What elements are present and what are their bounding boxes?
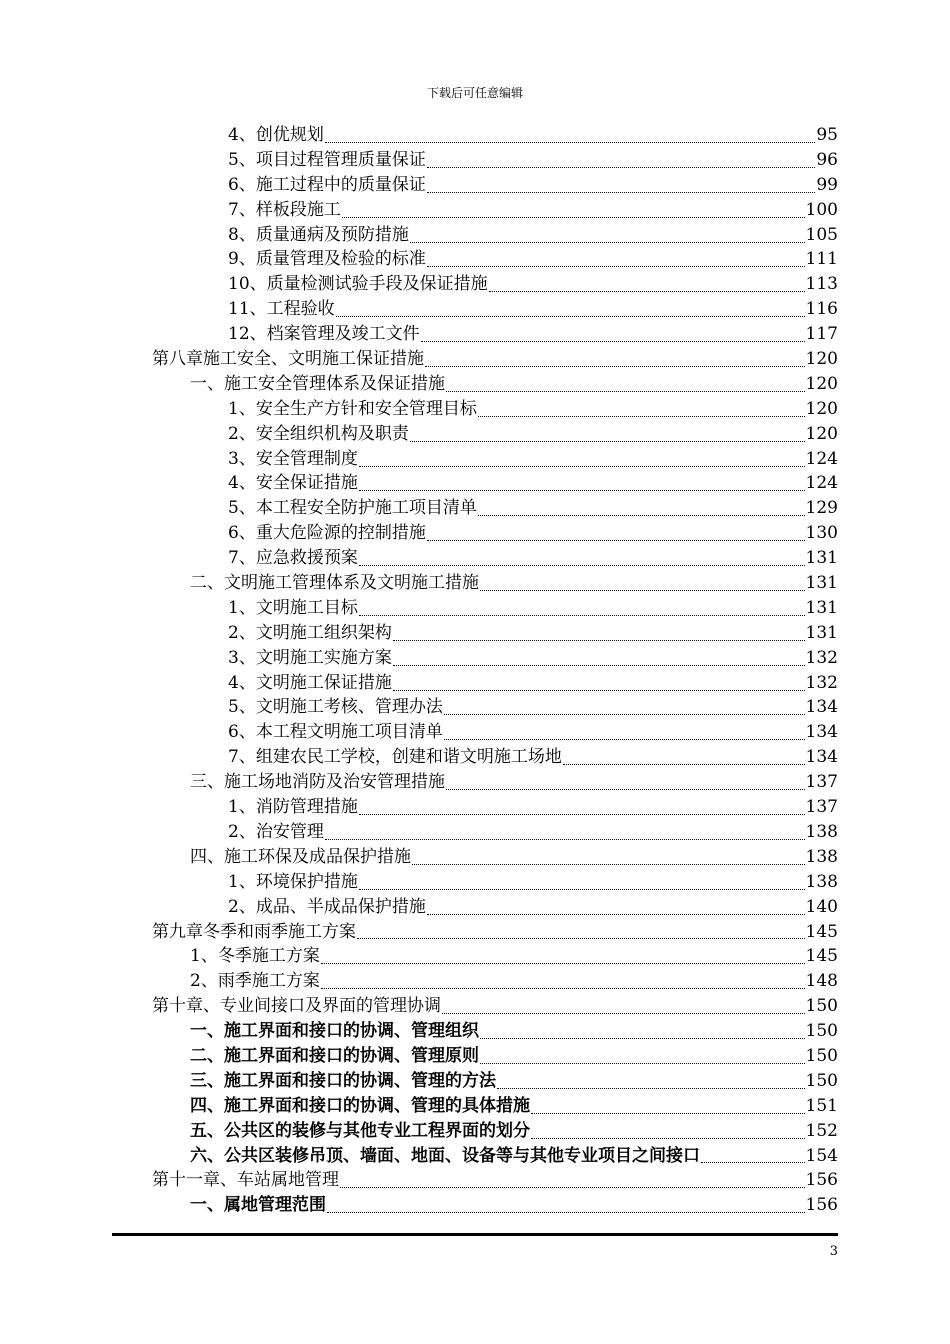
toc-entry[interactable] (152, 173, 838, 198)
toc-entry[interactable] (152, 123, 838, 148)
toc-leader-dots (336, 316, 805, 317)
toc-entry[interactable] (152, 1168, 838, 1193)
toc-entry-page: 145 (805, 946, 838, 967)
toc-leader-dots (478, 515, 805, 516)
toc-leader-dots (327, 1212, 805, 1213)
toc-entry-page: 120 (805, 349, 838, 370)
toc-entry-title: 7、样板段施工 (228, 199, 341, 220)
toc-entry[interactable] (152, 347, 838, 372)
toc-leader-dots (480, 1038, 805, 1039)
toc-entry-title: 4、创优规划 (228, 125, 324, 145)
toc-entry-page: 152 (805, 1120, 838, 1141)
toc-entry[interactable] (152, 820, 838, 845)
toc-leader-dots (325, 142, 816, 143)
toc-entry-page: 120 (805, 423, 838, 444)
toc-entry-page: 151 (805, 1095, 838, 1116)
toc-entry[interactable] (152, 297, 838, 322)
toc-leader-dots (359, 565, 805, 566)
toc-leader-dots (446, 789, 805, 790)
toc-entry[interactable] (152, 471, 838, 496)
toc-entry-page: 113 (805, 274, 838, 295)
toc-entry[interactable] (152, 745, 838, 770)
toc-leader-dots (442, 1013, 805, 1014)
toc-leader-dots (427, 266, 805, 267)
toc-entry-title: 2、成品、半成品保护措施 (228, 896, 426, 917)
toc-entry-page: 117 (805, 324, 838, 345)
toc-entry-title: 三、施工场地消防及治安管理措施 (190, 772, 445, 793)
toc-entry-title: 8、质量通病及预防措施 (228, 224, 409, 245)
toc-entry-page: 120 (805, 398, 838, 419)
toc-leader-dots (446, 391, 805, 392)
toc-entry-title: 6、重大危险源的控制措施 (228, 523, 426, 544)
toc-leader-dots (427, 167, 816, 168)
toc-entry-title: 二、文明施工管理体系及文明施工措施 (190, 573, 479, 594)
toc-leader-dots (412, 864, 805, 865)
toc-entry-page: 138 (805, 871, 838, 892)
toc-entry-title: 5、项目过程管理质量保证 (228, 149, 426, 170)
toc-entry-page: 95 (816, 125, 838, 145)
toc-entry-title: 3、文明施工实施方案 (228, 647, 392, 668)
toc-entry[interactable] (152, 671, 838, 696)
toc-entry-page: 99 (816, 174, 838, 195)
toc-leader-dots (497, 1088, 805, 1089)
toc-leader-dots (359, 466, 805, 467)
toc-entry[interactable] (152, 422, 838, 447)
toc-entry-title: 一、施工安全管理体系及保证措施 (190, 373, 445, 394)
toc-entry-title: 7、组建农民工学校，创建和谐文明施工场地 (228, 747, 562, 768)
toc-entry-title: 4、文明施工保证措施 (228, 672, 392, 693)
toc-leader-dots (478, 416, 805, 417)
toc-entry-title: 5、本工程安全防护施工项目清单 (228, 498, 477, 519)
toc-leader-dots (359, 615, 805, 616)
toc-entry[interactable] (152, 795, 838, 820)
toc-entry-title: 四、施工环保及成品保护措施 (190, 846, 411, 867)
toc-leader-dots (421, 341, 805, 342)
toc-leader-dots (410, 242, 805, 243)
toc-entry-title: 4、安全保证措施 (228, 473, 358, 494)
toc-entry-page: 111 (805, 249, 838, 270)
toc-entry[interactable] (152, 496, 838, 521)
toc-entry-title: 1、文明施工目标 (228, 597, 358, 618)
toc-entry-title: 1、环境保护措施 (228, 871, 358, 892)
toc-entry[interactable] (152, 1119, 838, 1144)
toc-entry-page: 131 (805, 548, 838, 569)
toc-entry[interactable] (152, 571, 838, 596)
toc-entry[interactable] (152, 1069, 838, 1094)
toc-leader-dots (531, 1113, 805, 1114)
toc-entry-title: 10、质量检测试验手段及保证措施 (228, 274, 488, 295)
toc-entry-title: 1、安全生产方针和安全管理目标 (228, 398, 477, 419)
toc-leader-dots (480, 590, 805, 591)
toc-entry-title: 6、本工程文明施工项目清单 (228, 722, 443, 743)
toc-entry-page: 134 (805, 697, 838, 718)
toc-leader-dots (393, 640, 805, 641)
toc-entry-page: 132 (805, 672, 838, 693)
toc-entry-title: 2、雨季施工方案 (190, 971, 320, 992)
toc-entry-page: 105 (805, 224, 838, 245)
toc-entry-title: 第十章、专业间接口及界面的管理协调 (152, 996, 441, 1017)
toc-entry-page: 131 (805, 622, 838, 643)
toc-entry[interactable] (152, 447, 838, 472)
toc-leader-dots (321, 963, 805, 964)
toc-entry-page: 132 (805, 647, 838, 668)
toc-entry-title: 5、文明施工考核、管理办法 (228, 697, 443, 718)
toc-entry-page: 131 (805, 573, 838, 594)
toc-entry-page: 134 (805, 722, 838, 743)
toc-leader-dots (410, 441, 805, 442)
toc-entry[interactable] (152, 1144, 838, 1169)
toc-entry-title: 7、应急救援预案 (228, 548, 358, 569)
toc-entry-page: 100 (805, 199, 838, 220)
toc-entry-page: 150 (805, 1021, 838, 1042)
toc-entry[interactable] (152, 920, 838, 945)
toc-entry[interactable] (152, 770, 838, 795)
toc-leader-dots (444, 739, 805, 740)
toc-entry[interactable] (152, 223, 838, 248)
toc-entry-title: 六、公共区装修吊顶、墙面、地面、设备等与其他专业项目之间接口 (190, 1145, 700, 1166)
toc-entry-title: 11、工程验收 (228, 299, 335, 320)
toc-entry-page: 124 (805, 473, 838, 494)
toc-entry[interactable] (152, 247, 838, 272)
toc-leader-dots (357, 938, 805, 939)
toc-entry-page: 150 (805, 1070, 838, 1091)
toc-leader-dots (325, 839, 805, 840)
toc-entry[interactable] (152, 1044, 838, 1069)
toc-entry-page: 150 (805, 996, 838, 1017)
toc-leader-dots (531, 1138, 805, 1139)
toc-entry-title: 3、安全管理制度 (228, 448, 358, 469)
toc-entry[interactable] (152, 596, 838, 621)
toc-entry-title: 二、施工界面和接口的协调、管理原则 (190, 1045, 479, 1066)
toc-entry-page: 130 (805, 523, 838, 544)
toc-entry-title: 6、施工过程中的质量保证 (228, 174, 426, 195)
toc-entry-page: 150 (805, 1045, 838, 1066)
toc-entry-title: 第八章施工安全、文明施工保证措施 (152, 349, 424, 370)
toc-entry[interactable] (152, 870, 838, 895)
page-number: 3 (829, 1244, 838, 1259)
toc-entry-page: 116 (805, 299, 838, 320)
toc-entry[interactable] (152, 1019, 838, 1044)
toc-leader-dots (359, 490, 805, 491)
toc-entry-title: 五、公共区的装修与其他专业工程界面的划分 (190, 1120, 530, 1141)
toc-entry-title: 第十一章、车站属地管理 (152, 1170, 339, 1191)
toc-entry[interactable] (152, 720, 838, 745)
toc-entry-page: 138 (805, 846, 838, 867)
toc-entry[interactable] (152, 969, 838, 994)
toc-entry-title: 2、文明施工组织架构 (228, 622, 392, 643)
footer-rule (112, 1233, 838, 1236)
toc-leader-dots (359, 814, 805, 815)
toc-entry-page: 137 (805, 772, 838, 793)
toc-leader-dots (480, 1063, 805, 1064)
toc-entry-title: 9、质量管理及检验的标准 (228, 249, 426, 270)
toc-entry-page: 148 (805, 971, 838, 992)
toc-entry[interactable] (152, 372, 838, 397)
toc-entry-title: 1、冬季施工方案 (190, 946, 320, 967)
table-of-contents (152, 123, 838, 1218)
toc-entry-page: 137 (805, 797, 838, 818)
toc-entry[interactable] (152, 148, 838, 173)
toc-leader-dots (427, 540, 805, 541)
toc-entry-page: 120 (805, 373, 838, 394)
toc-entry-page: 129 (805, 498, 838, 519)
toc-entry[interactable] (152, 1094, 838, 1119)
toc-leader-dots (701, 1162, 805, 1163)
toc-entry[interactable] (152, 646, 838, 671)
toc-leader-dots (427, 914, 805, 915)
toc-entry-page: 140 (805, 896, 838, 917)
toc-entry-title: 一、施工界面和接口的协调、管理组织 (190, 1021, 479, 1042)
toc-leader-dots (563, 764, 805, 765)
toc-entry[interactable] (152, 845, 838, 870)
toc-leader-dots (321, 988, 805, 989)
toc-leader-dots (393, 690, 805, 691)
toc-entry[interactable] (152, 272, 838, 297)
toc-leader-dots (427, 192, 816, 193)
toc-leader-dots (425, 366, 805, 367)
toc-entry-title: 四、施工界面和接口的协调、管理的具体措施 (190, 1095, 530, 1116)
toc-entry[interactable] (152, 397, 838, 422)
toc-leader-dots (359, 889, 805, 890)
toc-entry-title: 2、安全组织机构及职责 (228, 423, 409, 444)
toc-entry[interactable] (152, 198, 838, 223)
toc-leader-dots (342, 217, 805, 218)
toc-entry-page: 124 (805, 448, 838, 469)
toc-entry-page: 145 (805, 921, 838, 942)
toc-entry-page: 156 (805, 1170, 838, 1191)
toc-entry[interactable] (152, 994, 838, 1019)
toc-entry-page: 134 (805, 747, 838, 768)
toc-entry[interactable] (152, 895, 838, 920)
toc-leader-dots (393, 665, 805, 666)
toc-entry[interactable] (152, 695, 838, 720)
toc-entry-title: 第九章冬季和雨季施工方案 (152, 921, 356, 942)
toc-entry-page: 156 (805, 1195, 838, 1216)
toc-leader-dots (444, 714, 805, 715)
toc-entry-title: 一、属地管理范围 (190, 1195, 326, 1216)
toc-entry[interactable] (152, 546, 838, 571)
toc-entry-page: 96 (816, 149, 838, 170)
toc-entry-title: 2、治安管理 (228, 821, 324, 842)
toc-entry-page: 131 (805, 597, 838, 618)
toc-entry-title: 三、施工界面和接口的协调、管理的方法 (190, 1070, 496, 1091)
toc-leader-dots (489, 291, 805, 292)
toc-entry-title: 1、消防管理措施 (228, 797, 358, 818)
toc-entry-title: 12、档案管理及竣工文件 (228, 324, 420, 345)
toc-entry[interactable] (152, 944, 838, 969)
toc-entry-page: 154 (805, 1145, 838, 1166)
page-header: 下载后可任意编辑 (426, 86, 523, 100)
toc-leader-dots (340, 1187, 805, 1188)
toc-entry[interactable] (152, 322, 838, 347)
toc-entry[interactable] (152, 1193, 838, 1218)
toc-entry-page: 138 (805, 821, 838, 842)
toc-entry[interactable] (152, 621, 838, 646)
toc-entry[interactable] (152, 521, 838, 546)
